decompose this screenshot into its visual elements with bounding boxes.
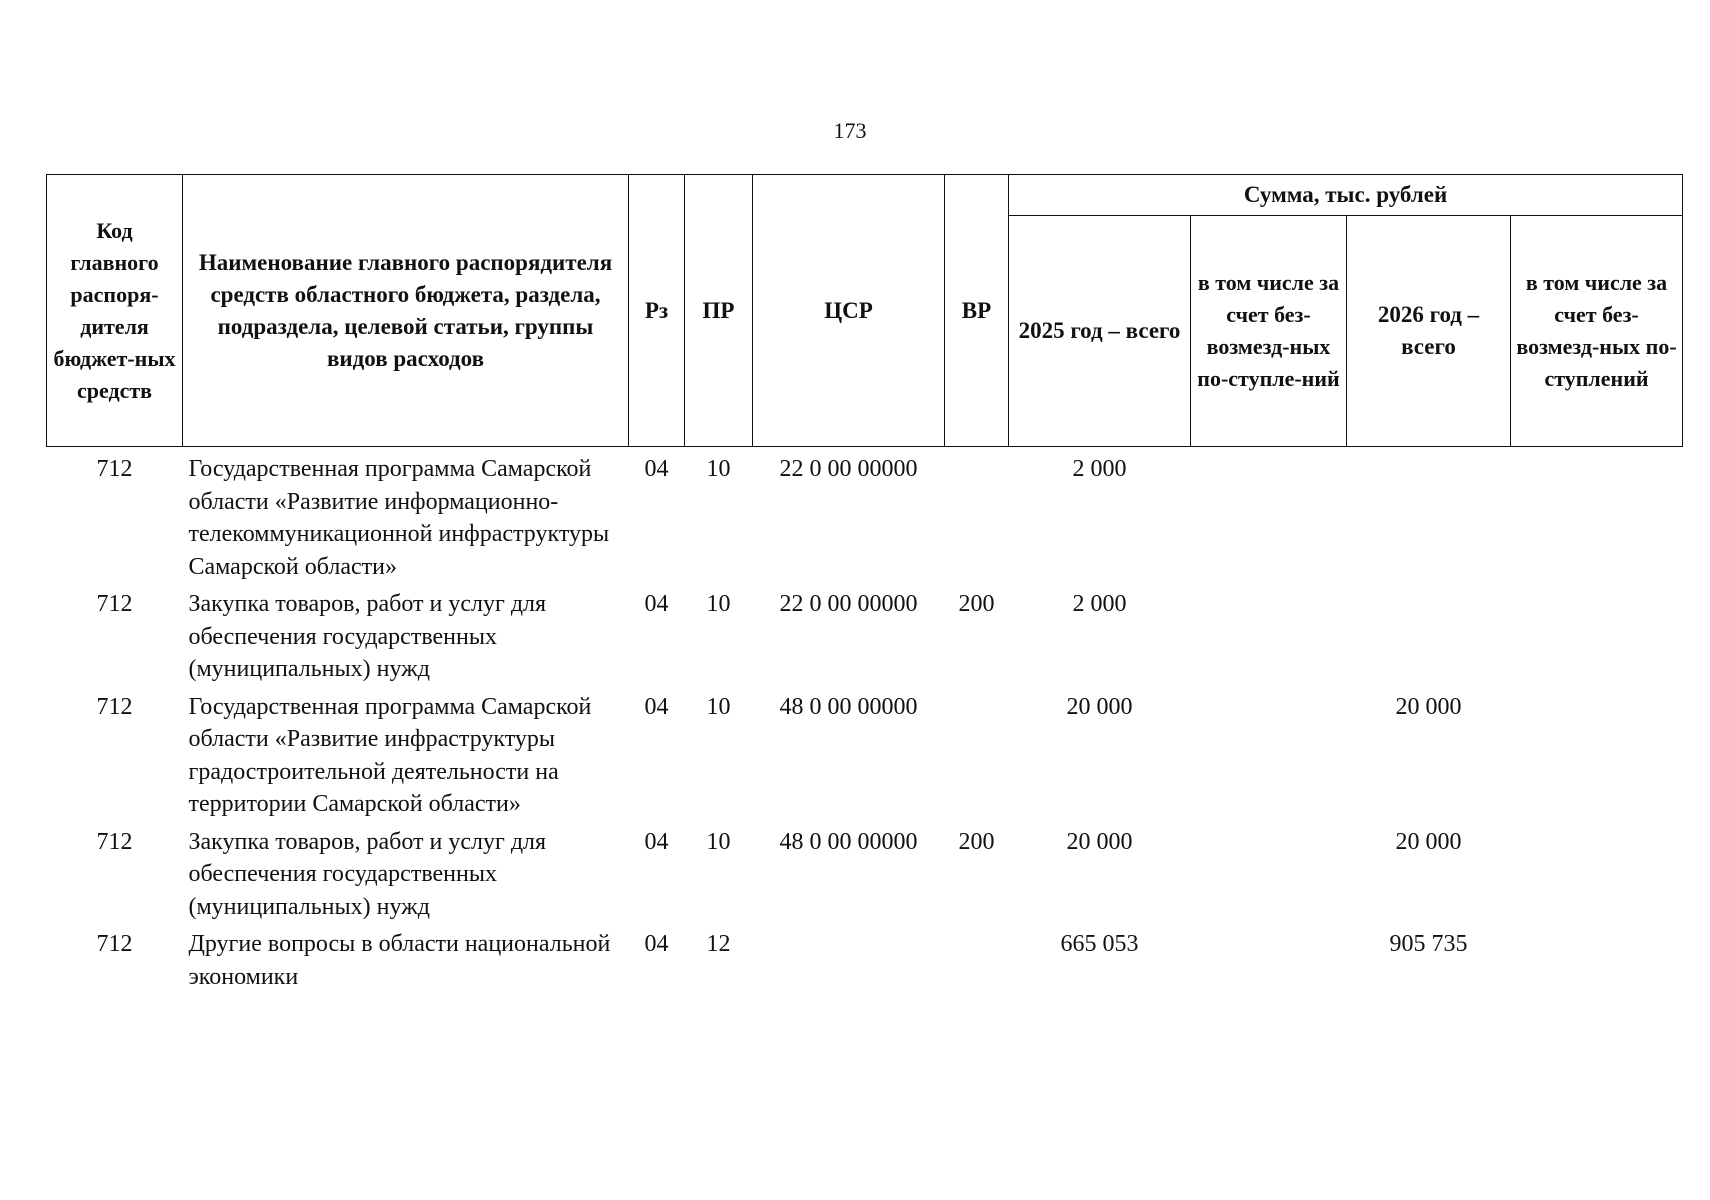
cell-2025-total: 665 053 xyxy=(1060,931,1139,957)
cell-2025-total: 20 000 xyxy=(1066,828,1133,855)
cell-rz: 04 xyxy=(644,693,669,720)
cell-2025-grants xyxy=(1191,822,1347,925)
table-row xyxy=(47,447,1683,585)
header-vr: ВР xyxy=(945,175,1009,447)
header-2026-total: 2026 год – всего xyxy=(1347,216,1511,447)
cell-name: Другие вопросы в области национальной экономики xyxy=(188,931,611,990)
cell-code: 712 xyxy=(96,591,133,617)
cell-vr xyxy=(945,687,1009,822)
cell-csr xyxy=(753,924,945,994)
cell-2026-grants xyxy=(1511,584,1683,687)
budget-table xyxy=(46,174,1683,994)
cell-rz: 04 xyxy=(644,456,669,482)
header-rz: Рз xyxy=(629,175,685,447)
cell-pr: 12 xyxy=(706,931,731,957)
cell-2026-total xyxy=(1347,447,1511,585)
cell-2026-grants xyxy=(1511,687,1683,822)
header-code: Код главного распоря-дителя бюджет-ных средств xyxy=(47,175,183,447)
cell-name: Закупка товаров, работ и услуг для обеспечения государственных (муниципальных) нужд xyxy=(188,591,547,682)
cell-2025-grants xyxy=(1191,584,1347,687)
cell-name: Государственная программа Самарской области «Развитие инфраструктуры градостроительной деятельности на территории Самарской области» xyxy=(188,693,592,817)
header-2025-total: 2025 год – всего xyxy=(1009,216,1191,447)
cell-2026-grants xyxy=(1511,447,1683,585)
cell-2025-total: 20 000 xyxy=(1066,693,1133,720)
header-name: Наименование главного распорядителя средств областного бюджета, раздела, подраздела, целевой статьи, группы видов расходов xyxy=(183,175,629,447)
cell-code: 712 xyxy=(96,828,133,855)
cell-csr: 48 0 00 00000 xyxy=(779,828,918,855)
table-row xyxy=(47,924,1683,994)
cell-2025-total: 2 000 xyxy=(1072,591,1127,617)
cell-pr: 10 xyxy=(706,456,731,482)
cell-2026-total xyxy=(1347,584,1511,687)
cell-pr: 10 xyxy=(706,591,731,617)
cell-rz: 04 xyxy=(644,591,669,617)
header-sum: Сумма, тыс. рублей xyxy=(1009,175,1683,216)
cell-rz: 04 xyxy=(644,828,669,855)
cell-2025-grants xyxy=(1191,687,1347,822)
cell-pr: 10 xyxy=(706,693,731,720)
header-csr: ЦСР xyxy=(753,175,945,447)
table-body xyxy=(47,447,1683,995)
cell-2026-grants xyxy=(1511,924,1683,994)
cell-2026-total: 20 000 xyxy=(1395,693,1462,720)
header-2026-grants: в том числе за счет без-возмезд-ных по-ступлений xyxy=(1511,216,1683,447)
page-number: 173 xyxy=(833,118,867,143)
cell-name: Закупка товаров, работ и услуг для обеспечения государственных (муниципальных) нужд xyxy=(188,828,547,920)
cell-2025-total: 2 000 xyxy=(1072,456,1127,482)
cell-vr xyxy=(945,924,1009,994)
cell-code: 712 xyxy=(96,931,133,957)
cell-rz: 04 xyxy=(644,931,669,957)
table-row xyxy=(47,687,1683,822)
header-pr: ПР xyxy=(685,175,753,447)
cell-code: 712 xyxy=(96,456,133,482)
cell-2025-grants xyxy=(1191,447,1347,585)
cell-2026-total: 20 000 xyxy=(1395,828,1462,855)
cell-2025-grants xyxy=(1191,924,1347,994)
cell-pr: 10 xyxy=(706,828,731,855)
cell-csr: 22 0 00 00000 xyxy=(779,591,918,617)
cell-vr: 200 xyxy=(958,828,995,855)
cell-2026-grants xyxy=(1511,822,1683,925)
cell-csr: 22 0 00 00000 xyxy=(779,456,918,482)
cell-csr: 48 0 00 00000 xyxy=(779,693,918,720)
cell-vr: 200 xyxy=(958,591,995,617)
cell-name: Государственная программа Самарской области «Развитие информационно-телекоммуникационной инфраструктуры Самарской области» xyxy=(188,456,610,580)
cell-2026-total: 905 735 xyxy=(1389,931,1468,957)
cell-code: 712 xyxy=(96,693,133,720)
table-row xyxy=(47,822,1683,925)
header-2025-grants: в том числе за счет без-возмезд-ных по-ступле-ний xyxy=(1191,216,1347,447)
cell-vr xyxy=(945,447,1009,585)
table-header xyxy=(47,175,1683,447)
table-row xyxy=(47,584,1683,687)
